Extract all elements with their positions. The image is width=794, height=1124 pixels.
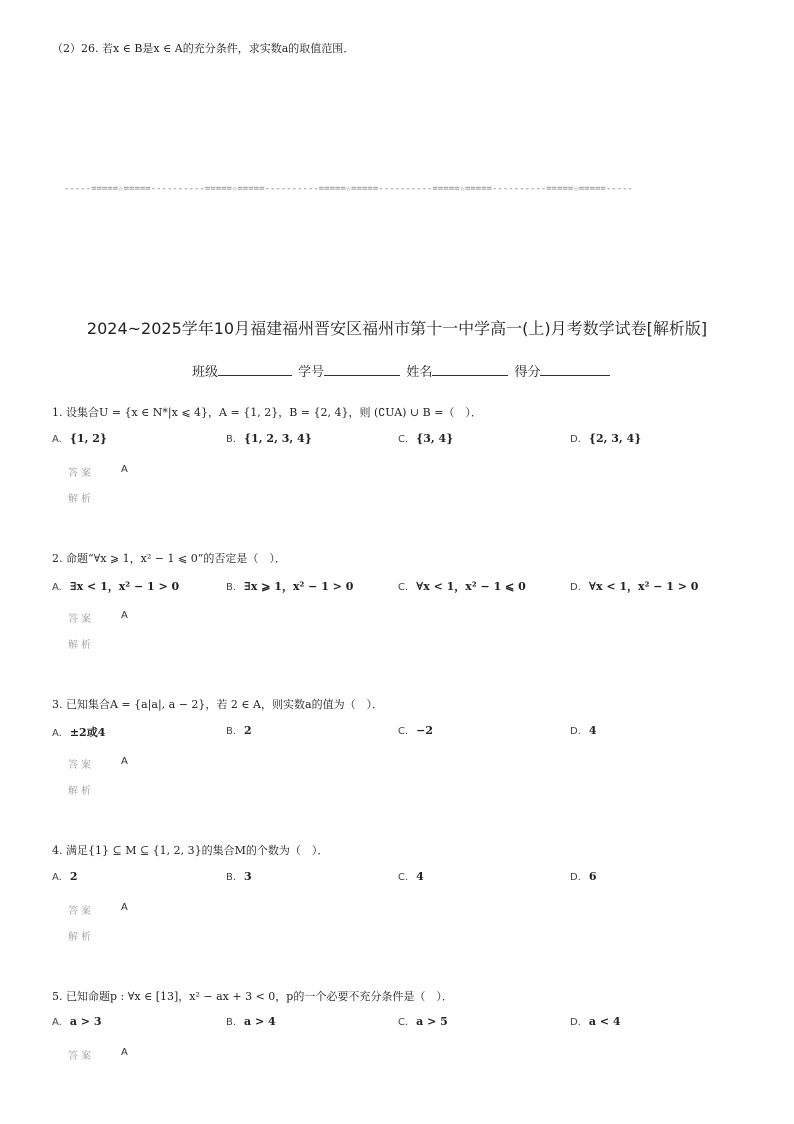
student-info-line <box>192 361 612 380</box>
question-1-option-a: A. {1, 2} <box>52 432 107 445</box>
question-2-analysis-label: 解析 <box>68 640 94 651</box>
question-3-answer-label: 答案 <box>68 760 94 771</box>
question-1-answer-label: 答案 <box>68 468 94 479</box>
question-3-option-d: D. 4 <box>570 724 597 737</box>
question-1-option-d: D. {2, 3, 4} <box>570 432 642 445</box>
question-5-option-a: A. a > 3 <box>52 1015 102 1028</box>
page-title: 2024~2025学年10月福建福州晋安区福州市第十一中学高一(上)月考数学试卷[解析版] <box>86 319 708 338</box>
class-blank[interactable] <box>218 363 292 376</box>
question-2-stem: 2. 命题“∀x ⩾ 1，x² − 1 ⩽ 0”的否定是（ ）． <box>52 552 286 565</box>
question-1-analysis-label: 解析 <box>68 494 94 505</box>
question-4-option-c: C. 4 <box>398 870 424 883</box>
question-1-option-c: C. {3, 4} <box>398 432 454 445</box>
score-label: 得分 <box>514 365 541 380</box>
question-3-stem: 3. 已知集合A = {a|a|, a − 2}，若 2 ∈ A，则实数a的值为（ ）． <box>52 698 384 711</box>
question-2-option-c: C. ∀x < 1，x² − 1 ⩽ 0 <box>398 580 526 593</box>
question-3-option-c: C. −2 <box>398 724 434 737</box>
question-2-option-b: B. ∃x ⩾ 1，x² − 1 > 0 <box>226 580 354 593</box>
question-4-answer: A <box>121 902 128 913</box>
question-3-option-b: B. 2 <box>226 724 252 737</box>
question-4-analysis-label: 解析 <box>68 932 94 943</box>
question-3-answer: A <box>121 756 128 767</box>
question-3-analysis-label: 解析 <box>68 786 94 797</box>
student-id-blank[interactable] <box>324 363 400 376</box>
section-separator: -----=====☆=====----------=====☆=====----------=====☆=====----------=====☆=====----------=====☆=====----- <box>64 184 633 194</box>
question-1-answer: A <box>121 464 128 475</box>
question-3-option-a: A. ±2或4 <box>52 726 106 739</box>
question-5-answer: A <box>121 1047 128 1058</box>
class-label: 班级 <box>192 365 219 380</box>
question-4-answer-label: 答案 <box>68 906 94 917</box>
question-4-option-a: A. 2 <box>52 870 78 883</box>
question-1-option-b: B. {1, 2, 3, 4} <box>226 432 312 445</box>
question-5-option-b: B. a > 4 <box>226 1015 276 1028</box>
score-blank[interactable] <box>540 363 610 376</box>
question-5-answer-label: 答案 <box>68 1051 94 1062</box>
question-2-answer: A <box>121 610 128 621</box>
student-id-label: 学号 <box>298 365 325 380</box>
previous-question-part: （2）26. 若x ∈ B是x ∈ A的充分条件，求实数a的取值范围． <box>52 42 355 55</box>
question-1-stem: 1. 设集合U = {x ∈ N*|x ⩽ 4}，A = {1, 2}，B = {2, 4}，则 (∁UA) ∪ B =（ ）． <box>52 406 482 419</box>
name-label: 姓名 <box>406 365 433 380</box>
question-5-stem: 5. 已知命题p : ∀x ∈ [13]，x² − ax + 3 < 0，p的一个必要不充分条件是（ ）． <box>52 990 453 1003</box>
name-blank[interactable] <box>432 363 508 376</box>
question-5-option-c: C. a > 5 <box>398 1015 448 1028</box>
question-2-option-d: D. ∀x < 1，x² − 1 > 0 <box>570 580 699 593</box>
question-2-answer-label: 答案 <box>68 614 94 625</box>
question-2-option-a: A. ∃x < 1，x² − 1 > 0 <box>52 580 180 593</box>
question-4-option-b: B. 3 <box>226 870 252 883</box>
question-4-option-d: D. 6 <box>570 870 597 883</box>
question-4-stem: 4. 满足{1} ⊆ M ⊆ {1, 2, 3}的集合M的个数为（ ）． <box>52 844 329 857</box>
question-5-option-d: D. a < 4 <box>570 1015 621 1028</box>
